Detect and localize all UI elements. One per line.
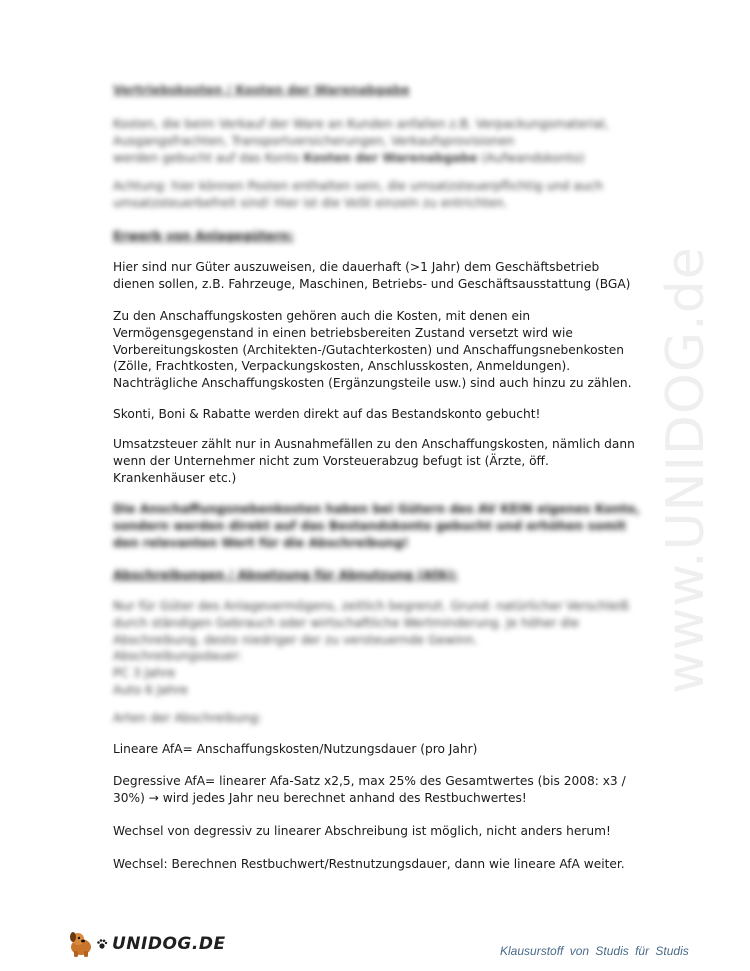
- section-heading: Vertriebskosten / Kosten der Warenabgabe: [113, 83, 410, 97]
- section-abschreibungen: [113, 567, 643, 584]
- paw-icon: [96, 938, 108, 950]
- text-paragraph: Arten der Abschreibung:: [113, 711, 262, 725]
- paragraph-umsatzsteuer: [113, 436, 643, 486]
- paragraph-gueter: [113, 259, 643, 293]
- bold-paragraph: Die Anschaffungsnebenkosten haben bei Gütern des AV KEIN eigenes Konto, sondern werden direkt auf das Bestandskonto gebucht und erhöhen somit den relevanten Wert für die Abschreibung!: [113, 502, 640, 550]
- paragraph-degressive-afa: [113, 773, 643, 807]
- section-heading: Erwerb von Anlagegütern:: [113, 229, 294, 243]
- paragraph-arten: [113, 710, 643, 727]
- paragraph-anschaffungskosten: [113, 308, 643, 392]
- text-line: umsatzsteuerbefreit sind! Hier ist die VoSt einzeln zu entrichten.: [113, 195, 508, 210]
- logo-text: UNIDOG.DE: [112, 934, 226, 954]
- text-line: Achtung: hier können Posten enthalten sein, die umsatzsteuerpflichtig und auch: [113, 179, 603, 193]
- paragraph-lineare-afa: [113, 741, 643, 758]
- text-paragraph: Zu den Anschaffungskosten gehören auch die Kosten, mit denen ein Vermögensgegenstand in einen betriebsbereiten Zustand versetzt wird wie Vorbereitungskosten (Architekten-/Gutachterkosten) und Anschaffungsnebenkosten (Zölle, Frachtkosten, Verpackungskosten, Anschlusskosten, Anmeldungen). Nachträgliche Anschaffungskosten (Ergänzungsteile usw.) sind auch hinzu zu zählen.: [113, 309, 632, 391]
- text-paragraph: Wechsel von degressiv zu linearer Abschreibung ist möglich, nicht anders herum!: [113, 824, 611, 838]
- section-heading: Abschreibungen / Absetzung für Abnutzung (AfA):: [113, 568, 458, 582]
- text-span: (Aufwandskonto): [477, 150, 585, 165]
- section-erwerb: [113, 228, 643, 245]
- dog-icon: [66, 929, 96, 959]
- text-line: Abschreibungsdauer:: [113, 649, 243, 664]
- text-paragraph: Degressive AfA= linearer Afa-Satz x2,5, max 25% des Gesamtwertes (bis 2008: x3 / 30%) → wird jedes Jahr neu berechnet anhand des Restbuchwertes!: [113, 774, 626, 805]
- text-paragraph: Lineare AfA= Anschaffungskosten/Nutzungsdauer (pro Jahr): [113, 742, 478, 756]
- text-span: werden gebucht auf das Konto: [113, 150, 304, 165]
- text-line: [113, 150, 643, 167]
- paragraph-wechsel-1: [113, 823, 643, 840]
- footer-tagline: Klausurstoff von Studis für Studis: [500, 944, 689, 958]
- text-paragraph: Hier sind nur Güter auszuweisen, die dauerhaft (>1 Jahr) dem Geschäftsbetrieb dienen sollen, z.B. Fahrzeuge, Maschinen, Betriebs- und Geschäftsausstattung (BGA): [113, 260, 631, 291]
- paragraph-kosten: [113, 116, 643, 166]
- footer-logo: [66, 928, 226, 960]
- bold-span: Kosten der Warenabgabe: [303, 150, 478, 165]
- text-line: Auto 6 Jahre: [113, 682, 188, 697]
- paragraph-wechsel-2: [113, 856, 643, 873]
- paragraph-anlagevermoegen: [113, 598, 643, 699]
- paragraph-achtung: [113, 178, 643, 212]
- text-line: PC 3 Jahre: [113, 666, 176, 681]
- section-vertriebskosten: [113, 82, 643, 99]
- text-paragraph: Wechsel: Berechnen Restbuchwert/Restnutzungsdauer, dann wie lineare AfA weiter.: [113, 857, 625, 871]
- text-paragraph: Nur für Güter des Anlagevermögens, zeitlich begrenzt. Grund: natürlicher Verschleiß durch ständigen Gebrauch oder wirtschaftliche Wertminderung. Je höher die Abschreibung, desto niedriger der zu versteuernde Gewinn.: [113, 599, 629, 647]
- text-paragraph: Skonti, Boni & Rabatte werden direkt auf das Bestandskonto gebucht!: [113, 407, 541, 421]
- paragraph-nebenkosten: [113, 501, 643, 551]
- paragraph-skonti: [113, 406, 643, 423]
- text-line: Kosten, die beim Verkauf der Ware an Kunden anfallen z.B. Verpackungsmaterial,: [113, 117, 609, 131]
- watermark: www.UNIDOG.de: [656, 246, 716, 694]
- text-line: Ausgangsfrachten, Transportversicherungen, Verkaufsprovisionen: [113, 133, 515, 148]
- text-paragraph: Umsatzsteuer zählt nur in Ausnahmefällen zu den Anschaffungskosten, nämlich dann wenn der Unternehmer nicht zum Vorsteuerabzug befugt ist (Ärzte, öff. Krankenhäuser etc.): [113, 437, 635, 485]
